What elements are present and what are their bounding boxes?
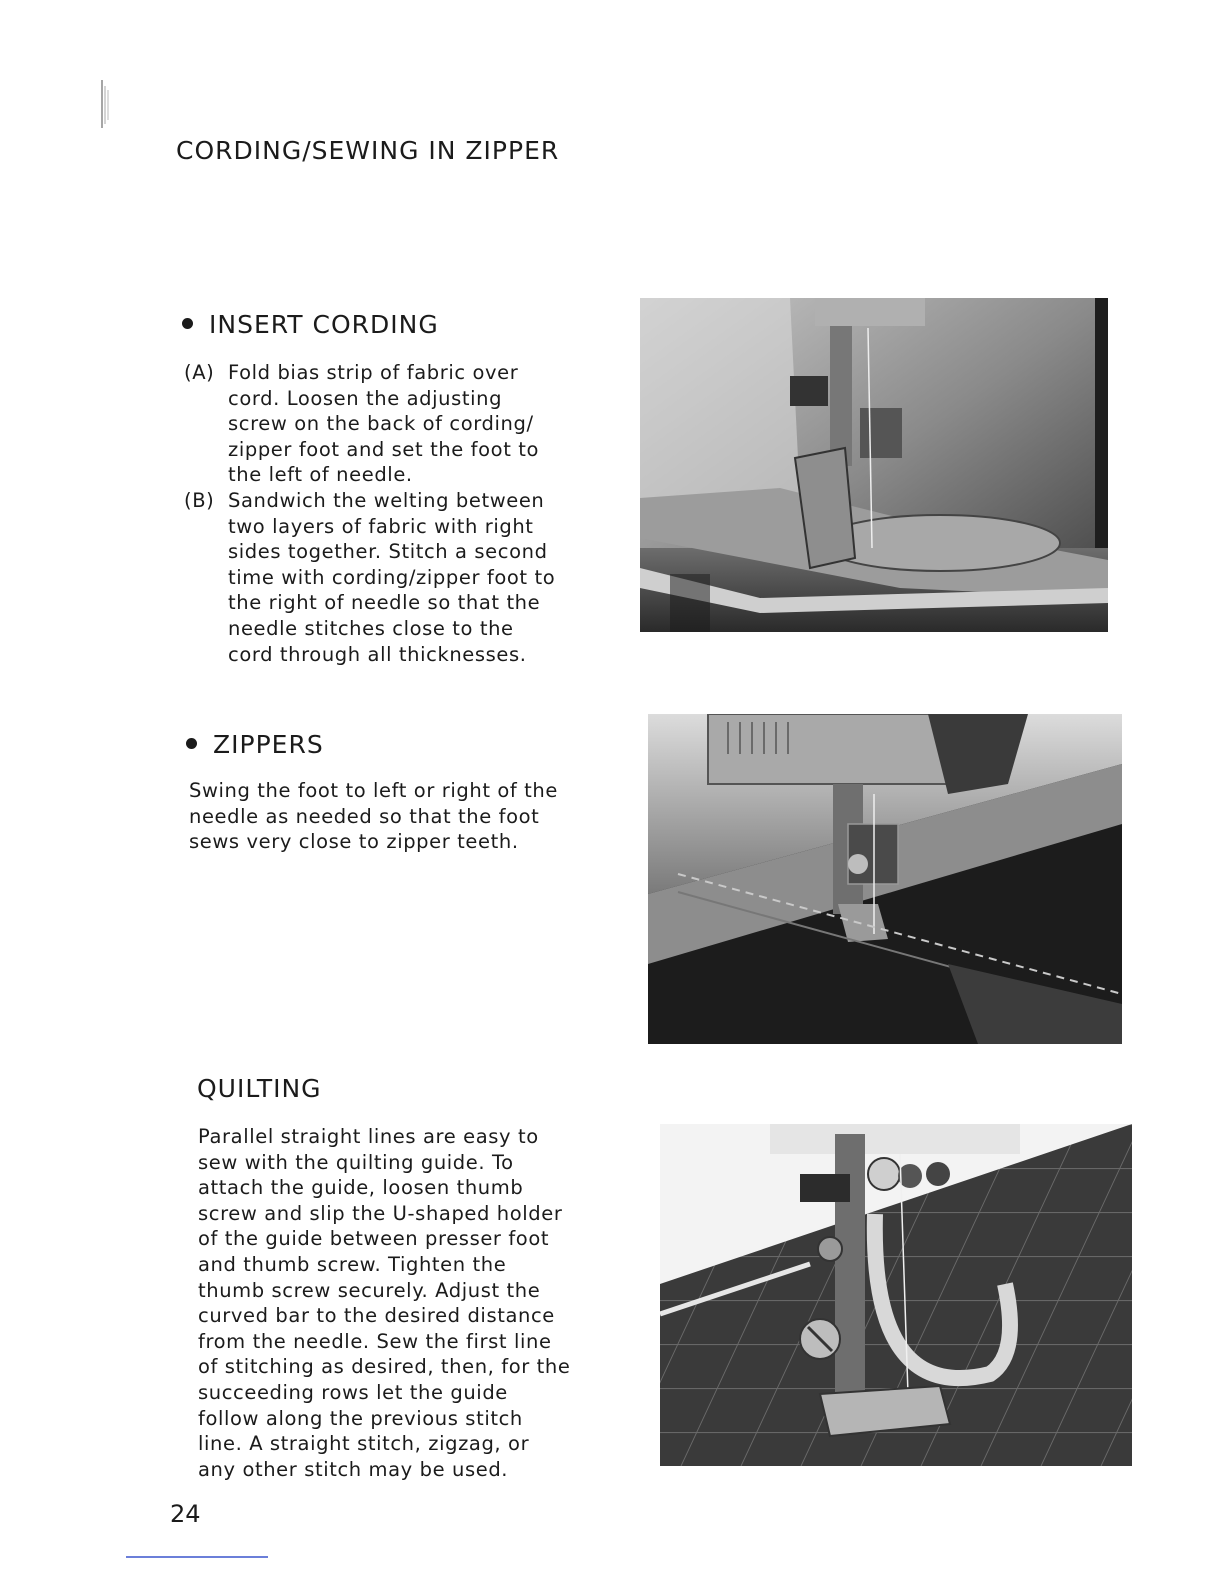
step-a [184, 360, 556, 488]
step-b-marker: (B) [184, 488, 215, 512]
cording-foot-photo [640, 298, 1108, 632]
scan-rule [126, 1556, 268, 1558]
bullet-icon [182, 318, 193, 329]
insert-cording-steps [184, 360, 556, 667]
zippers-heading [186, 730, 324, 759]
bullet-icon [186, 738, 197, 749]
page-title: CORDING/SEWING IN ZIPPER [176, 136, 560, 165]
step-a-text: Fold bias strip of fabric over cord. Loosen the adjusting screw on the back of cording/ zipper foot and set the foot to the left of needle. [228, 361, 540, 487]
insert-cording-heading-text: INSERT CORDING [209, 310, 439, 339]
page-number: 24 [170, 1500, 201, 1528]
quilting-heading: QUILTING [197, 1074, 322, 1103]
zipper-foot-photo [648, 714, 1122, 1044]
quilting-guide-photo [660, 1124, 1132, 1466]
quilting-text: Parallel straight lines are easy to sew with the quilting guide. To attach the guide, loosen thumb screw and slip the U-shaped holder of the guide between presser foot and thumb screw. Tighten the thumb screw securely. Adjust the curved bar to the desired distance from the needle. Sew the first line of stitching as desired, then, for the succeeding rows let the guide follow along the previous stitch line. A straight stitch, zigzag, or any other stitch may be used. [198, 1125, 571, 1481]
zippers-text: Swing the foot to left or right of the needle as needed so that the foot sews very close to zipper teeth. [189, 779, 558, 854]
scan-edge-mark [98, 80, 118, 130]
step-a-marker: (A) [184, 361, 215, 384]
step-b-text: Sandwich the welting between two layers of fabric with right sides together. Stitch a second time with cording/zipper foot to the right of needle so that the needle stitches close to the cord through all thicknesses. [228, 488, 556, 666]
step-b [184, 488, 556, 667]
zippers-heading-text: ZIPPERS [213, 730, 324, 759]
insert-cording-heading [182, 310, 439, 339]
